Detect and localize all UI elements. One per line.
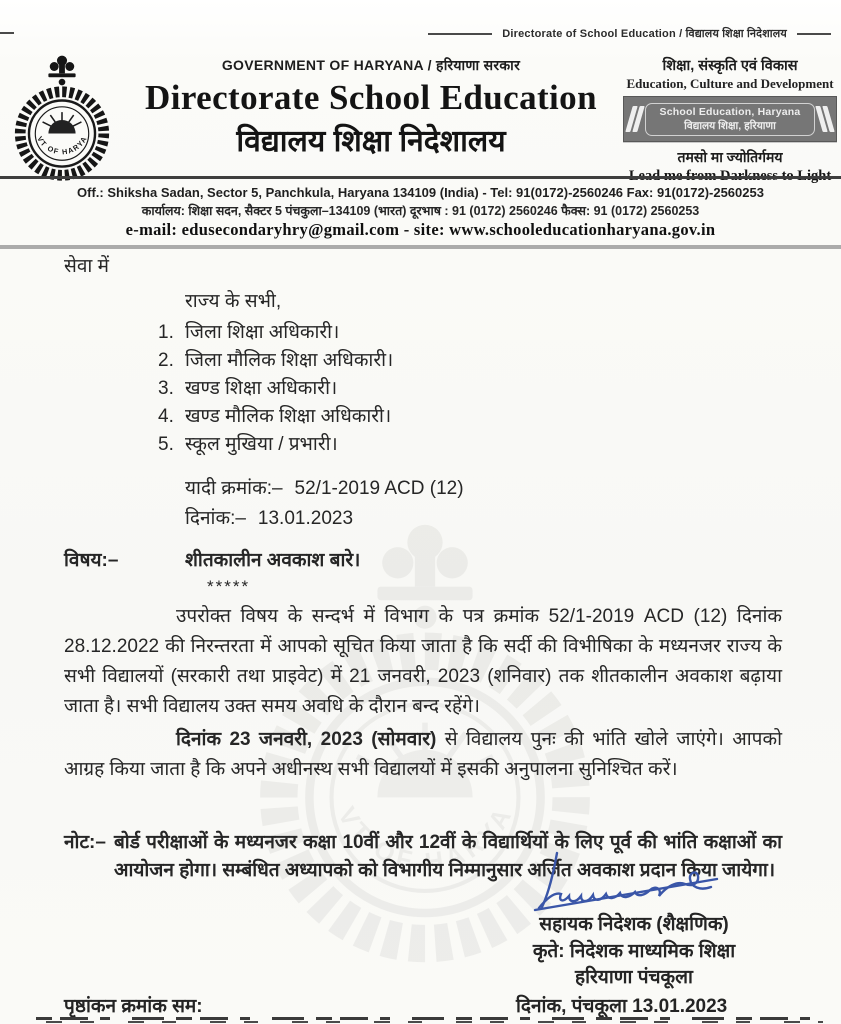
haryana-govt-emblem-icon [12,50,112,186]
addressee-item [158,375,782,403]
addressee-item [158,403,782,431]
banner-label-hi: विद्यालय शिक्षा, हरियाणा [684,119,776,132]
note-label: नोट:– [64,832,106,853]
addressee-item [158,347,782,375]
subject-row [64,547,782,575]
reopen-date-bold: दिनांक 23 जनवरी, 2023 (सोमवार) [176,729,437,750]
banner-text [645,103,815,136]
header-divider-dark [0,176,841,179]
banner-right-wing-icon [819,106,831,132]
memo-date-row [185,505,782,533]
school-education-banner [623,96,837,142]
addressee-number: 1. [158,322,174,343]
ribbon-right-line [797,33,831,35]
top-ribbon [0,26,831,41]
addressee-label: खण्ड मौलिक शिक्षा अधिकारी। [185,406,392,427]
motto-line-hi: शिक्षा, संस्कृति एवं विकास [662,58,798,74]
ribbon-left-line [428,33,492,35]
directorate-title-en: Directorate School Education [145,78,597,117]
signatory-designation: सहायक निदेशक (शैक्षणिक) [539,914,729,935]
addressee-label: जिला शिक्षा अधिकारी। [185,322,340,343]
signature-block [489,850,779,992]
footer-date-line: दिनांक, पंचकूला 13.01.2023 [516,996,728,1017]
subject-label: विषय:– [64,550,119,571]
letterhead [118,56,624,160]
banner-label-en: School Education, Haryana [659,105,801,118]
cut-off-text-line [36,1017,823,1024]
paragraph-1: उपरोक्त विषय के सन्दर्भ में विभाग के पत्र क्रमांक 52/1-2019 ACD (12) दिनांक 28.12.2022 की निरन्तरता में आपको सूचित किया जाता है कि सर्दी की विभीषिका के मध्यनजर राज्य के सभी विद्यालयों (सरकारी तथा प्राइवेट) में 21 जनवरी, 2023 (शनिवार) तक शीतकालीन अवकाश बढ़ाया जाता है। सभी विद्यालय उक्त समय अवधि के दौरान बन्द रहेंगे। [64,606,782,717]
memo-date-value: 13.01.2023 [257,508,354,529]
signatory-location: हरियाणा पंचकूला [575,967,693,988]
signed-for-line: कृते: निदेशक माध्यमिक शिक्षा [532,940,736,962]
addressee-item [158,431,782,459]
memo-date-label: दिनांक:– [185,508,246,529]
addressee-number: 3. [158,378,174,399]
sanskrit-motto: तमसो मा ज्योतिर्गमय [677,149,783,165]
ribbon-edge-line [0,32,14,34]
email-site-line: e-mail: edusecondaryhry@gmail.com - site: www.schooleducationharyana.gov.in [125,220,716,239]
motto-line-en: Education, Culture and Development [626,76,834,91]
letter-body [64,253,782,885]
addressee-intro: राज्य के सभी, [185,291,282,312]
directorate-title-hi: विद्यालय शिक्षा निदेशालय [236,125,506,158]
addressee-item [158,319,782,347]
addressee-label: खण्ड शिक्षा अधिकारी। [185,378,338,399]
memo-number-label: यादी क्रमांक:– [185,478,283,499]
memo-number-row [185,475,782,503]
banner-left-wing-icon [629,106,641,132]
paragraph-2 [64,725,782,785]
addressee-list [158,319,782,459]
office-address-en: Off.: Shiksha Sadan, Sector 5, Panchkula, Haryana 134109 (India) - Tel: 91(0172)-2560246 Fax: 91(0172)-2560253 [77,185,764,200]
memo-number-value: 52/1-2019 ACD (12) [294,478,464,499]
paragraph-2-rest: से विद्यालय पुनः की भांति खोले जाएंगे। आपको आग्रह किया जाता है कि अपने अधीनस्थ सभी विद्यालयों में इसकी अनुपालना सुनिश्चित करें। [64,729,782,780]
header-divider-light [0,245,841,249]
note-text: बोर्ड परीक्षाओं के मध्यनजर कक्षा 10वीं और 12वीं के विद्यार्थियों के लिए पूर्व की भांति कक्षाओं का आयोजन होगा। सम्बंधित अध्यापको को विभागीय निम्मानुसार अर्जित अवकाश प्रदान किया जायेगा। [113,832,782,881]
government-line: GOVERNMENT OF HARYANA / हरियाणा सरकार [221,57,521,73]
salutation: सेवा में [64,256,109,277]
signature-scrawl-icon [489,850,779,912]
addressee-number: 2. [158,350,174,371]
addressee-label: स्कूल मुखिया / प्रभारी। [185,434,338,455]
endorsement-number-label: पृष्ठांकन क्रमांक सम: [64,996,203,1017]
office-address-hi: कार्यालय: शिक्षा सदन, सैक्टर 5 पंचकुला–134109 (भारत) दूरभाष : 91 (0172) 2560246 फैक्स: 91 (0172) 2560253 [141,204,700,218]
addressee-label: जिला मौलिक शिक्षा अधिकारी। [185,350,394,371]
stars-separator: ***** [207,577,251,596]
subject-text: शीतकालीन अवकाश बारे। [185,550,361,571]
ribbon-label: Directorate of School Education / विद्यालय शिक्षा निदेशालय [502,28,787,40]
addressee-number: 4. [158,406,174,427]
addressee-number: 5. [158,434,174,455]
education-motto-box [623,55,837,185]
